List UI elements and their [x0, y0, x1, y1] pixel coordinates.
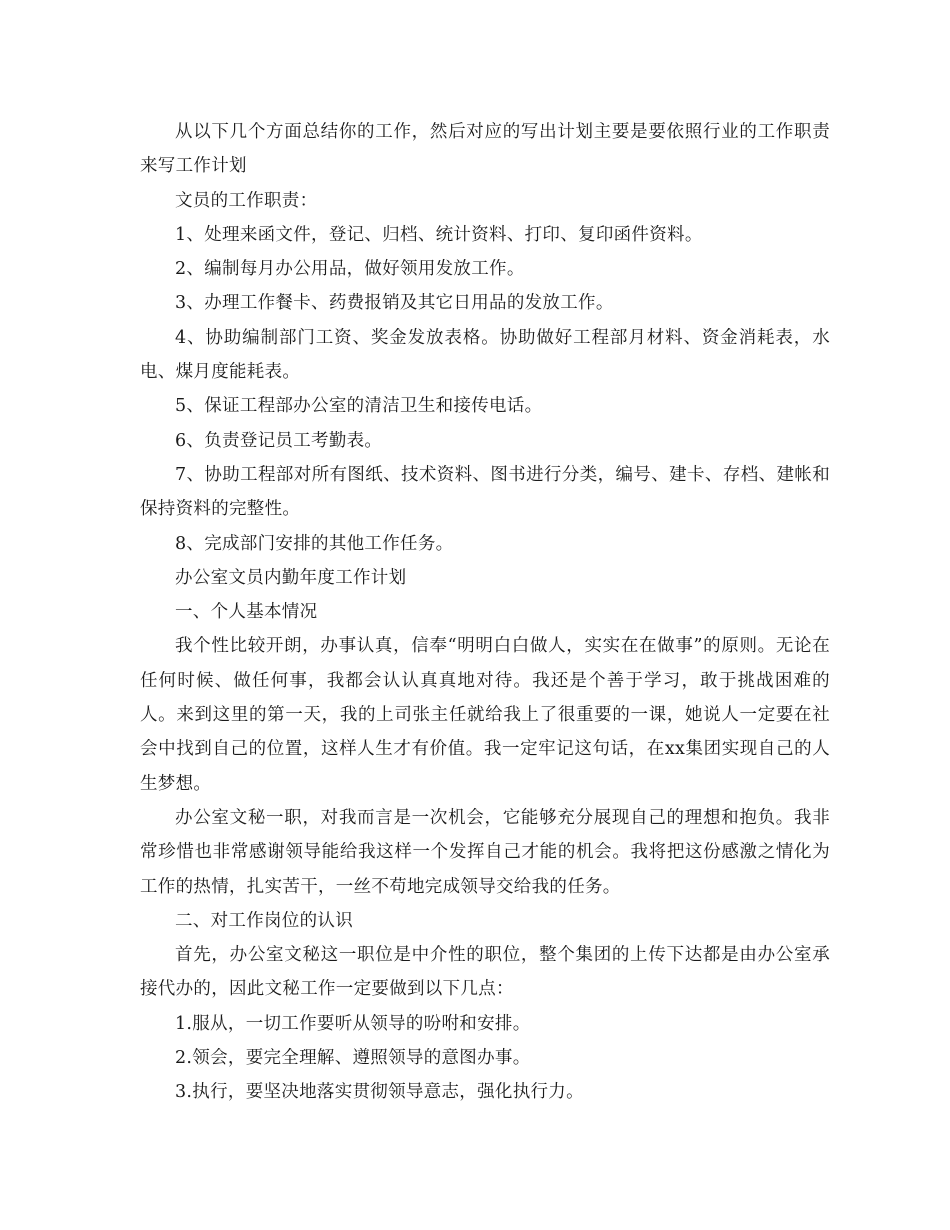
- personal-paragraph-1: 我个性比较开朗，办事认真，信奉“明明白白做人，实实在在做事”的原则。无论在任何时候、做任何事，我都会认认真真地对待。我还是个善于学习，敢于挑战困难的人。来到这里的第一天，我的上司张主任就给我上了很重要的一课，她说人一定要在社会中找到自己的位置，这样人生才有价值。我一定牢记这句话，在xx集团实现自己的人生梦想。: [140, 636, 830, 794]
- personal-paragraph-2: 办公室文秘一职，对我而言是一次机会，它能够充分展现自己的理想和抱负。我非常珍惜也非常感谢领导能给我这样一个发挥自己才能的机会。我将把这份感激之情化为工作的热情，扎实苦干，一丝不苟地完成领导交给我的任务。: [140, 807, 830, 897]
- duty-item-8: 8、完成部门安排的其他工作任务。: [175, 533, 454, 554]
- plan-title: 办公室文员内勤年度工作计划: [175, 567, 407, 588]
- duty-item-2: 2、编制每月办公用品，做好领用发放工作。: [175, 259, 525, 280]
- point-item-3: 3.执行，要坚决地落实贯彻领导意志，强化执行力。: [175, 1082, 584, 1103]
- duties-heading: 文员的工作职责：: [175, 190, 318, 211]
- duty-item-7: 7、协助工程部对所有图纸、技术资料、图书进行分类，编号、建卡、存档、建帐和保持资料的完整性。: [140, 464, 830, 520]
- intro-paragraph: 从以下几个方面总结你的工作，然后对应的写出计划主要是要依照行业的工作职责来写工作计划: [140, 122, 830, 177]
- duty-item-6: 6、负责登记员工考勤表。: [175, 430, 383, 451]
- document-body: [140, 115, 830, 1110]
- duty-item-4: 4、协助编制部门工资、奖金发放表格。协助做好工程部月材料、资金消耗表，水电、煤月度能耗表。: [140, 327, 830, 383]
- section-heading-1: 一、个人基本情况: [175, 602, 318, 623]
- duty-item-1: 1、处理来函文件，登记、归档、统计资料、打印、复印函件资料。: [175, 224, 703, 245]
- duty-item-5: 5、保证工程部办公室的清洁卫生和接传电话。: [175, 396, 543, 417]
- point-item-2: 2.领会，要完全理解、遵照领导的意图办事。: [175, 1048, 531, 1069]
- section-heading-2: 二、对工作岗位的认识: [175, 910, 353, 931]
- role-paragraph: 首先，办公室文秘这一职位是中介性的职位，整个集团的上传下达都是由办公室承接代办的，因此文秘工作一定要做到以下几点：: [140, 945, 830, 1000]
- duty-item-3: 3、办理工作餐卡、药费报销及其它日用品的发放工作。: [175, 293, 614, 314]
- point-item-1: 1.服从，一切工作要听从领导的吩咐和安排。: [175, 1013, 531, 1034]
